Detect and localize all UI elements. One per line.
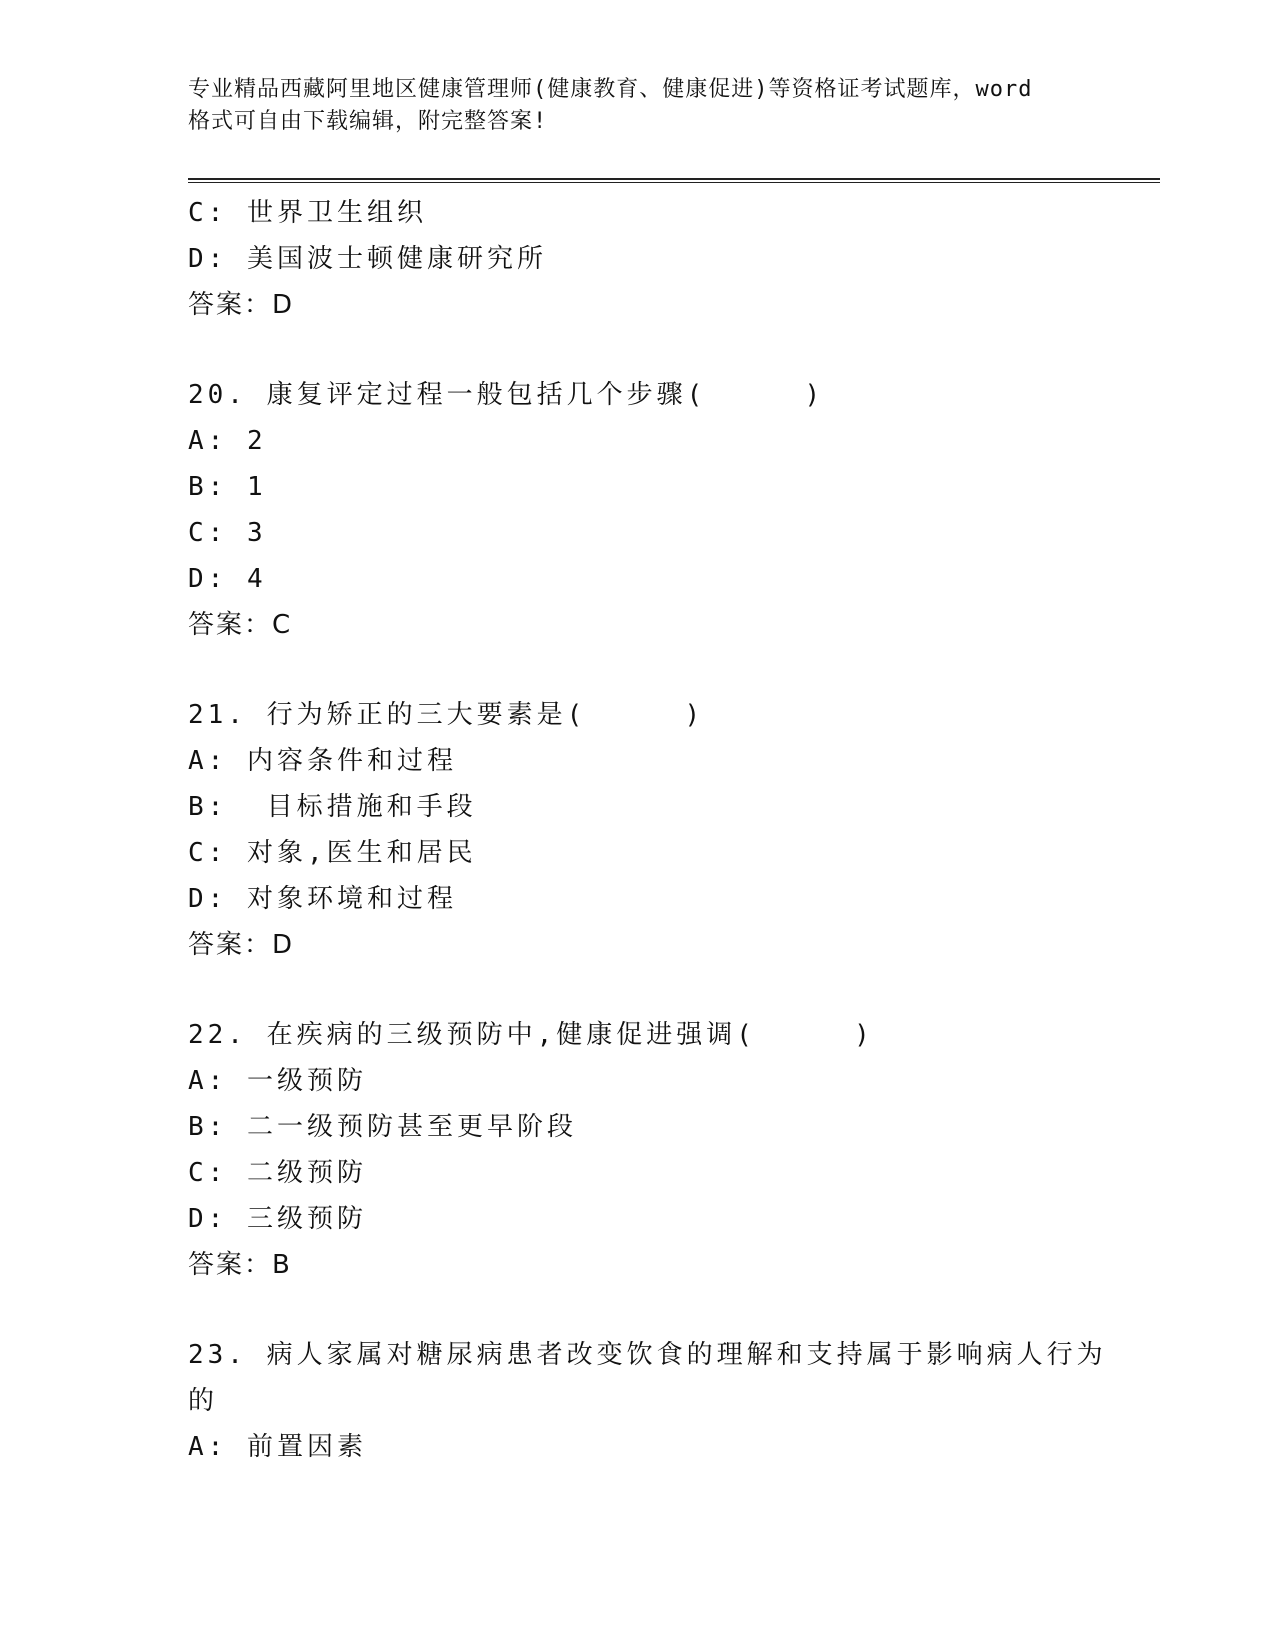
question-21 [188,692,1088,968]
option-d: D: 美国波士顿健康研究所 [188,244,547,274]
answer: 答案：C [188,610,293,640]
question-stem-line-2: 的 [188,1386,219,1416]
answer: 答案：D [188,930,295,960]
option-c: C: 世界卫生组织 [188,198,427,228]
question-22 [188,1012,1088,1288]
question-stem-line-1: 23. 病人家属对糖尿病患者改变饮食的理解和支持属于影响病人行为 [188,1340,1107,1370]
question-23 [188,1332,1107,1470]
header-line-2: 格式可自由下载编辑，附完整答案! [188,109,548,134]
question-stem: 20. 康复评定过程一般包括几个步骤( ) [188,380,825,410]
header-line-1: 专业精品西藏阿里地区健康管理师(健康教育、健康促进)等资格证考试题库，word [188,77,1033,102]
option-b: B: 1 [188,472,267,502]
question-stem: 21. 行为矫正的三大要素是( ) [188,700,705,730]
header-divider [188,178,1160,183]
option-b: B: 二一级预防甚至更早阶段 [188,1112,577,1142]
option-d: D: 三级预防 [188,1204,367,1234]
question-stem: 22. 在疾病的三级预防中,健康促进强调( ) [188,1020,874,1050]
option-c: C: 对象,医生和居民 [188,838,477,868]
option-a: A: 内容条件和过程 [188,746,457,776]
option-a: A: 一级预防 [188,1066,367,1096]
option-d: D: 对象环境和过程 [188,884,457,914]
document-body [188,190,1107,1470]
option-c: C: 3 [188,518,267,548]
question-20 [188,372,1088,648]
question-19-continued [188,190,1088,328]
option-a: A: 2 [188,426,267,456]
answer: 答案：D [188,290,295,320]
page-header [188,74,1088,138]
option-a: A: 前置因素 [188,1432,367,1462]
option-c: C: 二级预防 [188,1158,367,1188]
answer: 答案：B [188,1250,292,1280]
option-d: D: 4 [188,564,267,594]
option-b: B: 目标措施和手段 [188,792,477,822]
